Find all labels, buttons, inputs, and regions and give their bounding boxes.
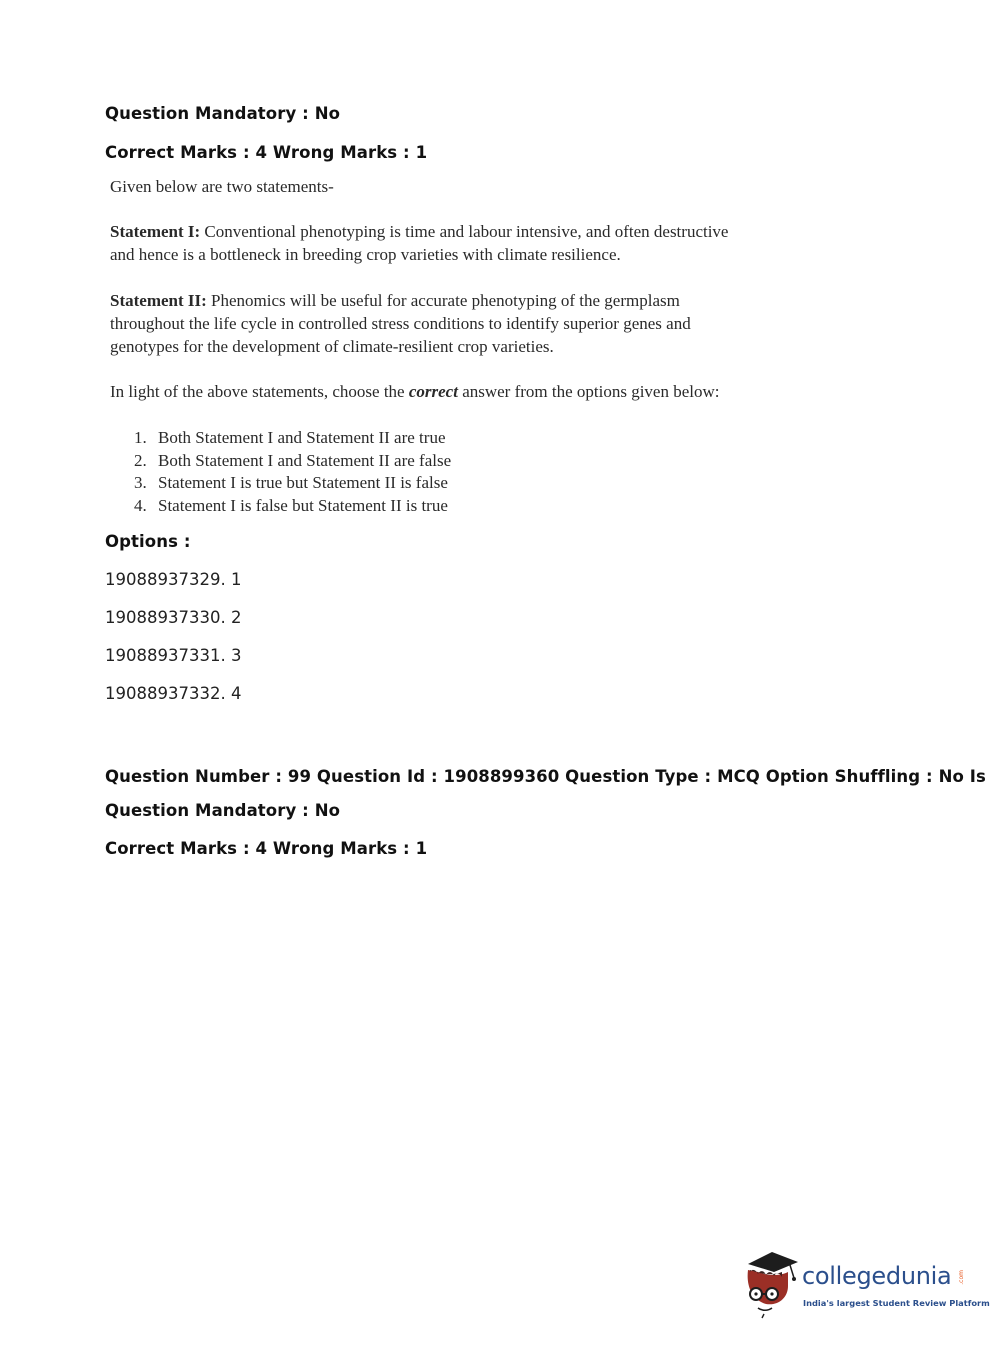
question-mandatory: Question Mandatory : No [105, 104, 341, 123]
statement-1 [110, 220, 730, 266]
brand-domain: .com [958, 1270, 965, 1285]
statement-2-label: Statement II: [110, 291, 207, 310]
statement-2-text: Phenomics will be useful for accurate phenotyping of the germplasm throughout the life cycle in controlled stress conditions to identify superior genes and genotypes for the development of climate-resilient crop varieties. [110, 291, 691, 356]
emphasis-correct: correct [408, 382, 458, 401]
marks-line: Correct Marks : 4 Wrong Marks : 1 [105, 143, 428, 162]
choice-item: 1. Both Statement I and Statement II are true [134, 428, 446, 447]
next-question-mandatory: Question Mandatory : No [105, 801, 341, 820]
option-item: 19088937332. 4 [105, 684, 242, 703]
next-question-marks: Correct Marks : 4 Wrong Marks : 1 [105, 839, 428, 858]
brand-name: collegedunia [802, 1262, 952, 1290]
choice-item: 4. Statement I is false but Statement II is true [134, 496, 448, 516]
option-item: 19088937331. 3 [105, 646, 242, 665]
choice-item: 3. Statement I is true but Statement II is false [134, 473, 448, 493]
option-item: 19088937329. 1 [105, 570, 242, 589]
next-question-header: Question Number : 99 Question Id : 1908899360 Question Type : MCQ Option Shuffling : No Is [105, 767, 986, 786]
brand-tagline: India's largest Student Review Platform [803, 1298, 990, 1308]
statement-1-label: Statement I: [110, 222, 201, 241]
statement-2 [110, 289, 730, 358]
statement-1-text: Conventional phenotyping is time and labour intensive, and often destructive and hence is a bottleneck in breeding crop varieties with climate resilience. [110, 222, 729, 264]
question-intro: Given below are two statements- [110, 177, 334, 196]
choice-item: 2. Both Statement I and Statement II are false [134, 450, 452, 470]
question-instruction: In light of the above statements, choose the correct answer from the options given below: [110, 382, 720, 401]
option-item: 19088937330. 2 [105, 608, 242, 627]
mascot-icon [742, 1248, 800, 1320]
choice-list [134, 426, 451, 517]
collegedunia-logo [742, 1248, 990, 1320]
options-label: Options : [105, 532, 191, 551]
